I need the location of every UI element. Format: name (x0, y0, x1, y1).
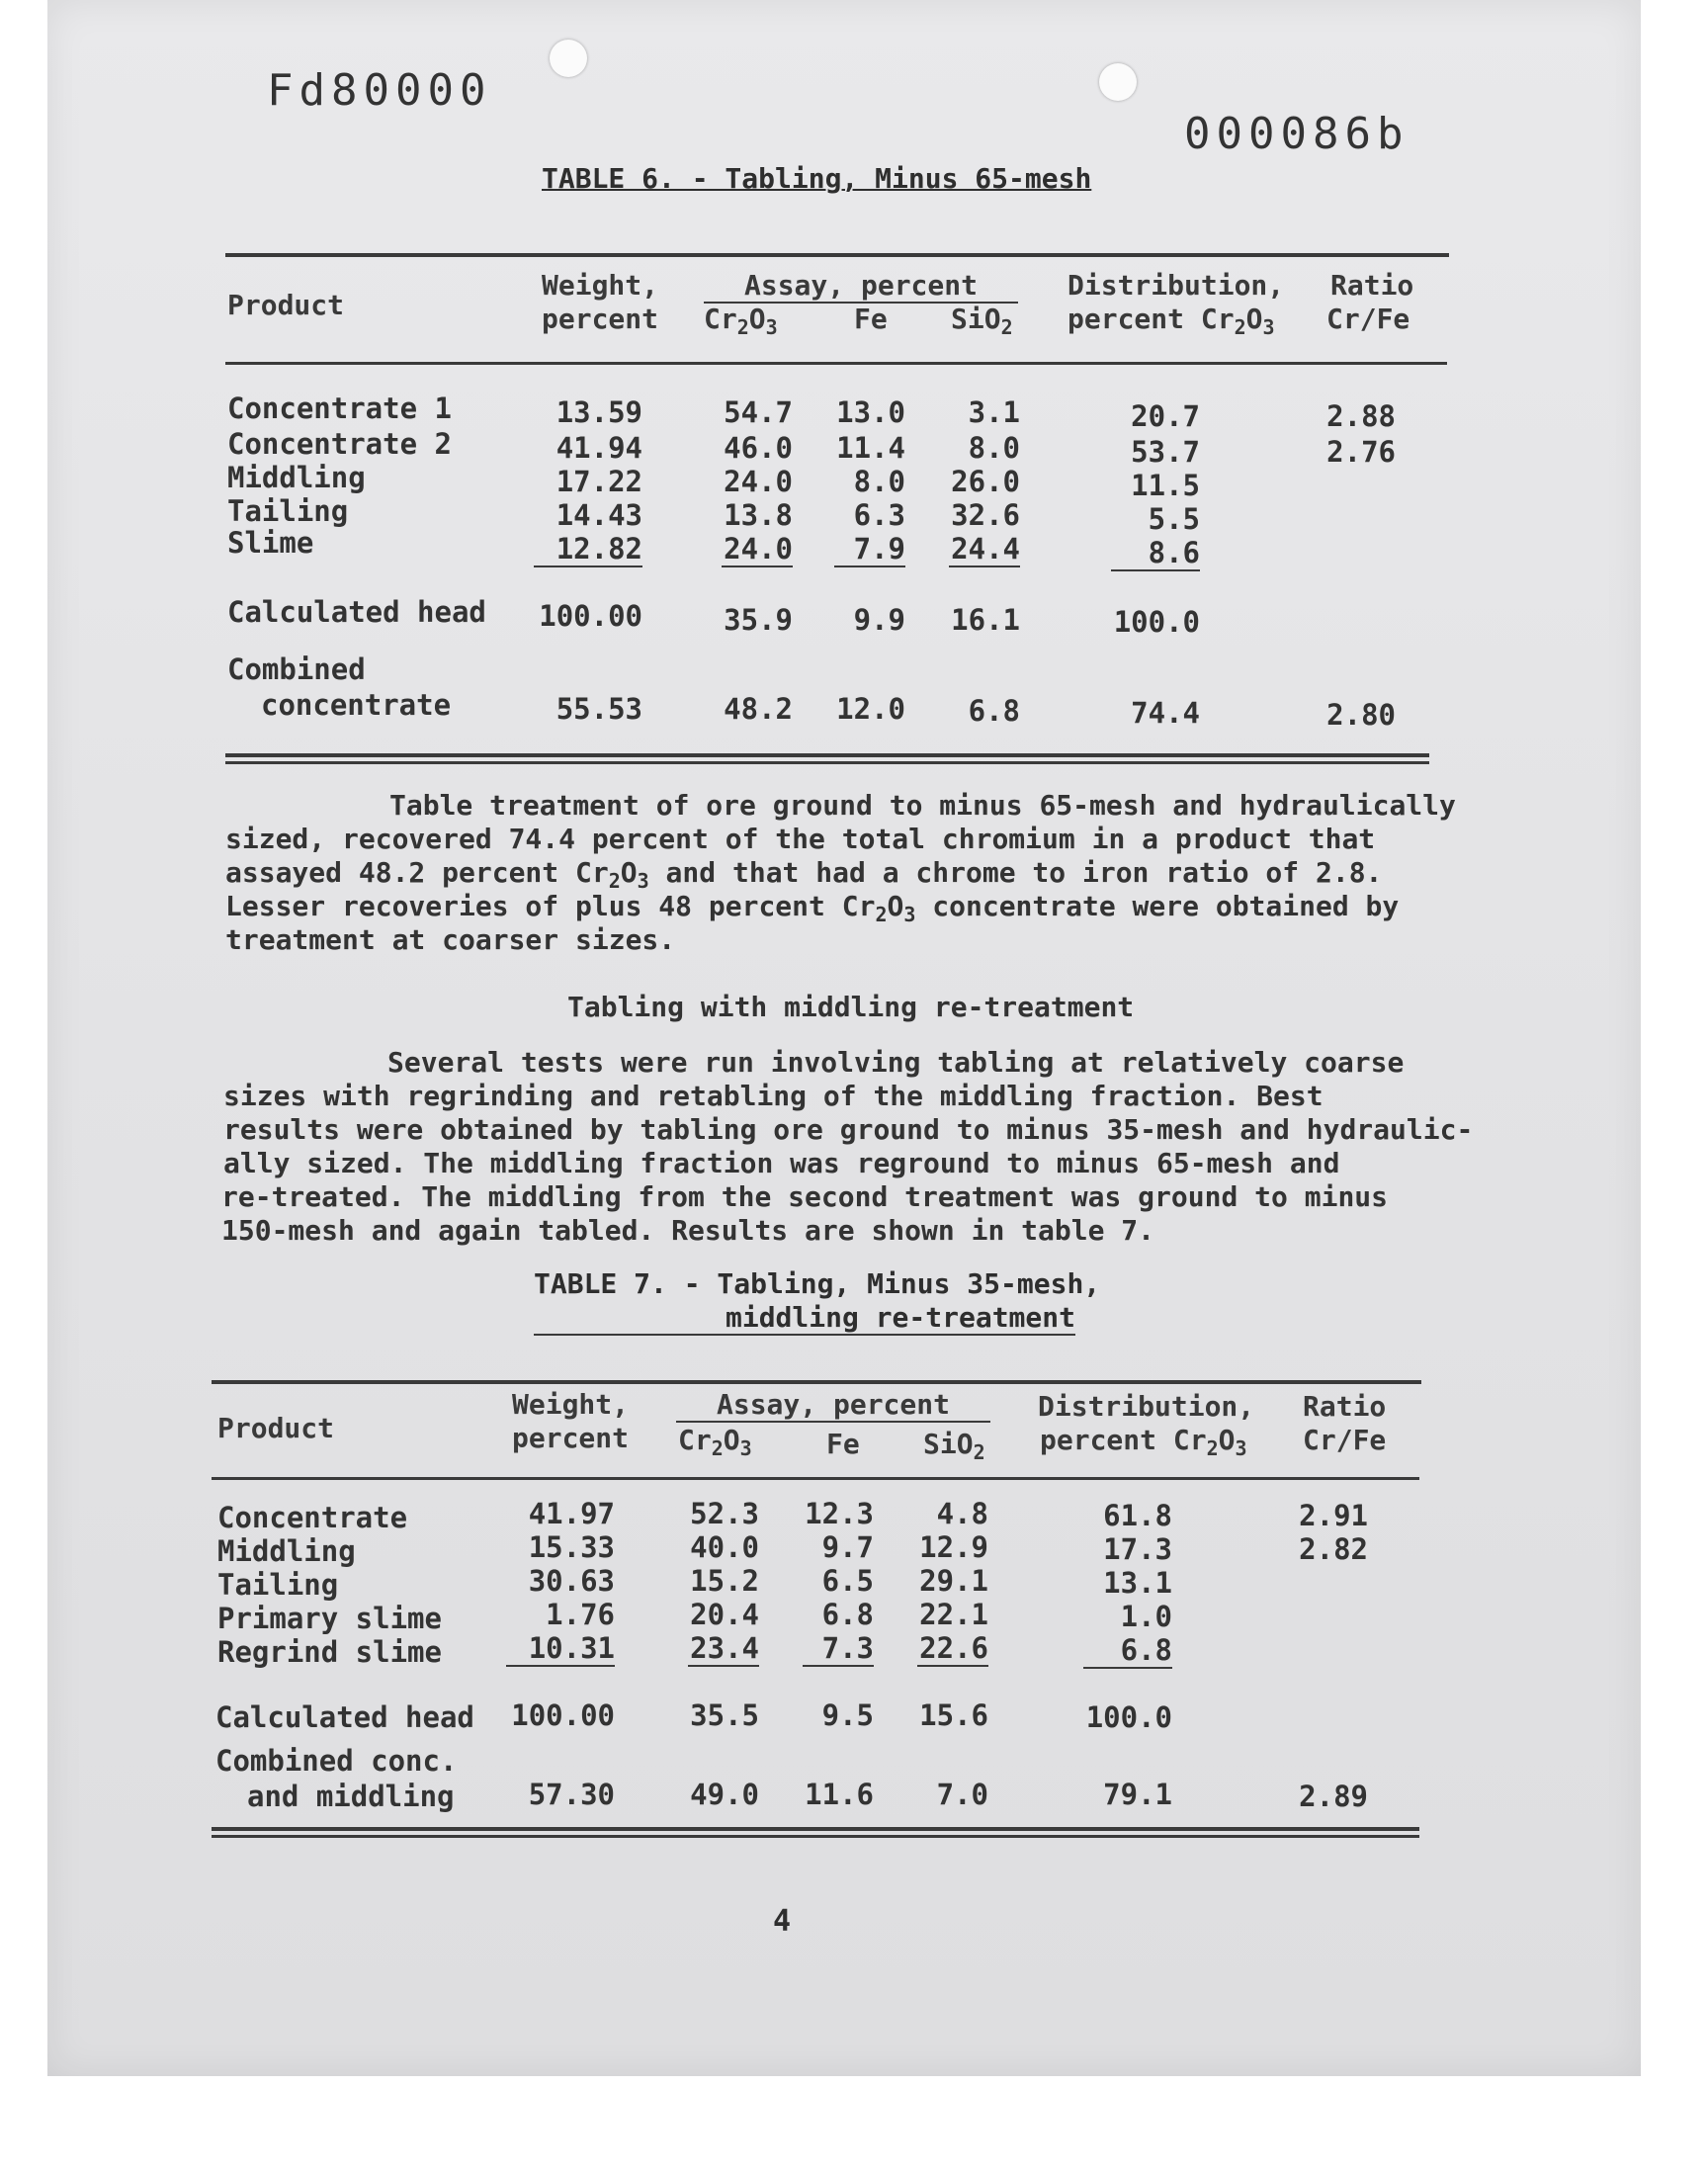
table6-header-distribution-1: Distribution, (1068, 269, 1285, 302)
table6-header-weight-2: percent (542, 303, 659, 335)
table7-header-distribution-2: percent $Cr_2O_3$ (1040, 1424, 1247, 1460)
table6-bottom-rule-2 (225, 761, 1429, 764)
table6-header-ratio-1: Ratio (1330, 269, 1414, 302)
table7-header-product: Product (217, 1412, 335, 1444)
table6-header-rule (225, 362, 1447, 365)
table7-header-sio2: SiO$_2$ (923, 1428, 985, 1464)
table6-bottom-rule (225, 753, 1429, 757)
table6-top-rule (225, 253, 1449, 257)
table7-header-weight-2: percent (512, 1422, 630, 1454)
table7-header-assay: Assay, percent (676, 1388, 990, 1423)
table7-header-ratio-2: Cr/Fe (1303, 1424, 1387, 1456)
table7-header-weight-1: Weight, (512, 1388, 630, 1421)
table7-header-cr2o3: $Cr_2O_3$ (678, 1424, 752, 1460)
punch-hole (1099, 63, 1137, 101)
table6-header-fe: Fe (854, 303, 888, 335)
table6-header-distribution-2: percent $Cr_2O_3$ (1068, 303, 1275, 339)
table7-header-fe: Fe (826, 1428, 860, 1460)
table7-header-rule (212, 1477, 1419, 1480)
table7-bottom-rule-2 (212, 1835, 1419, 1838)
table7-bottom-rule (212, 1827, 1419, 1831)
table7-title-1: TABLE 7. - Tabling, Minus 35-mesh, (534, 1267, 1101, 1300)
table6-header-weight-1: Weight, (542, 269, 659, 302)
table6-header-assay: Assay, percent (704, 269, 1018, 304)
table7-top-rule (212, 1380, 1421, 1384)
table7-header-ratio-1: Ratio (1303, 1390, 1387, 1423)
table6-header-ratio-2: Cr/Fe (1326, 303, 1410, 335)
page-number: 4 (773, 1904, 792, 1939)
table7-title-2: middling re-treatment (534, 1301, 1075, 1336)
table7-header-distribution-1: Distribution, (1038, 1390, 1255, 1423)
stamp-left: Fd80000 (267, 65, 492, 116)
table6-header-product: Product (227, 289, 345, 321)
table6-header-cr2o3: $Cr_2O_3$ (704, 303, 778, 339)
table6-title: TABLE 6. - Tabling, Minus 65-mesh (542, 162, 1092, 195)
section-heading: Tabling with middling re-treatment (567, 991, 1135, 1023)
table6-header-sio2: SiO$_2$ (951, 303, 1013, 339)
stamp-right: 000086b (1184, 109, 1409, 159)
punch-hole (550, 40, 587, 77)
